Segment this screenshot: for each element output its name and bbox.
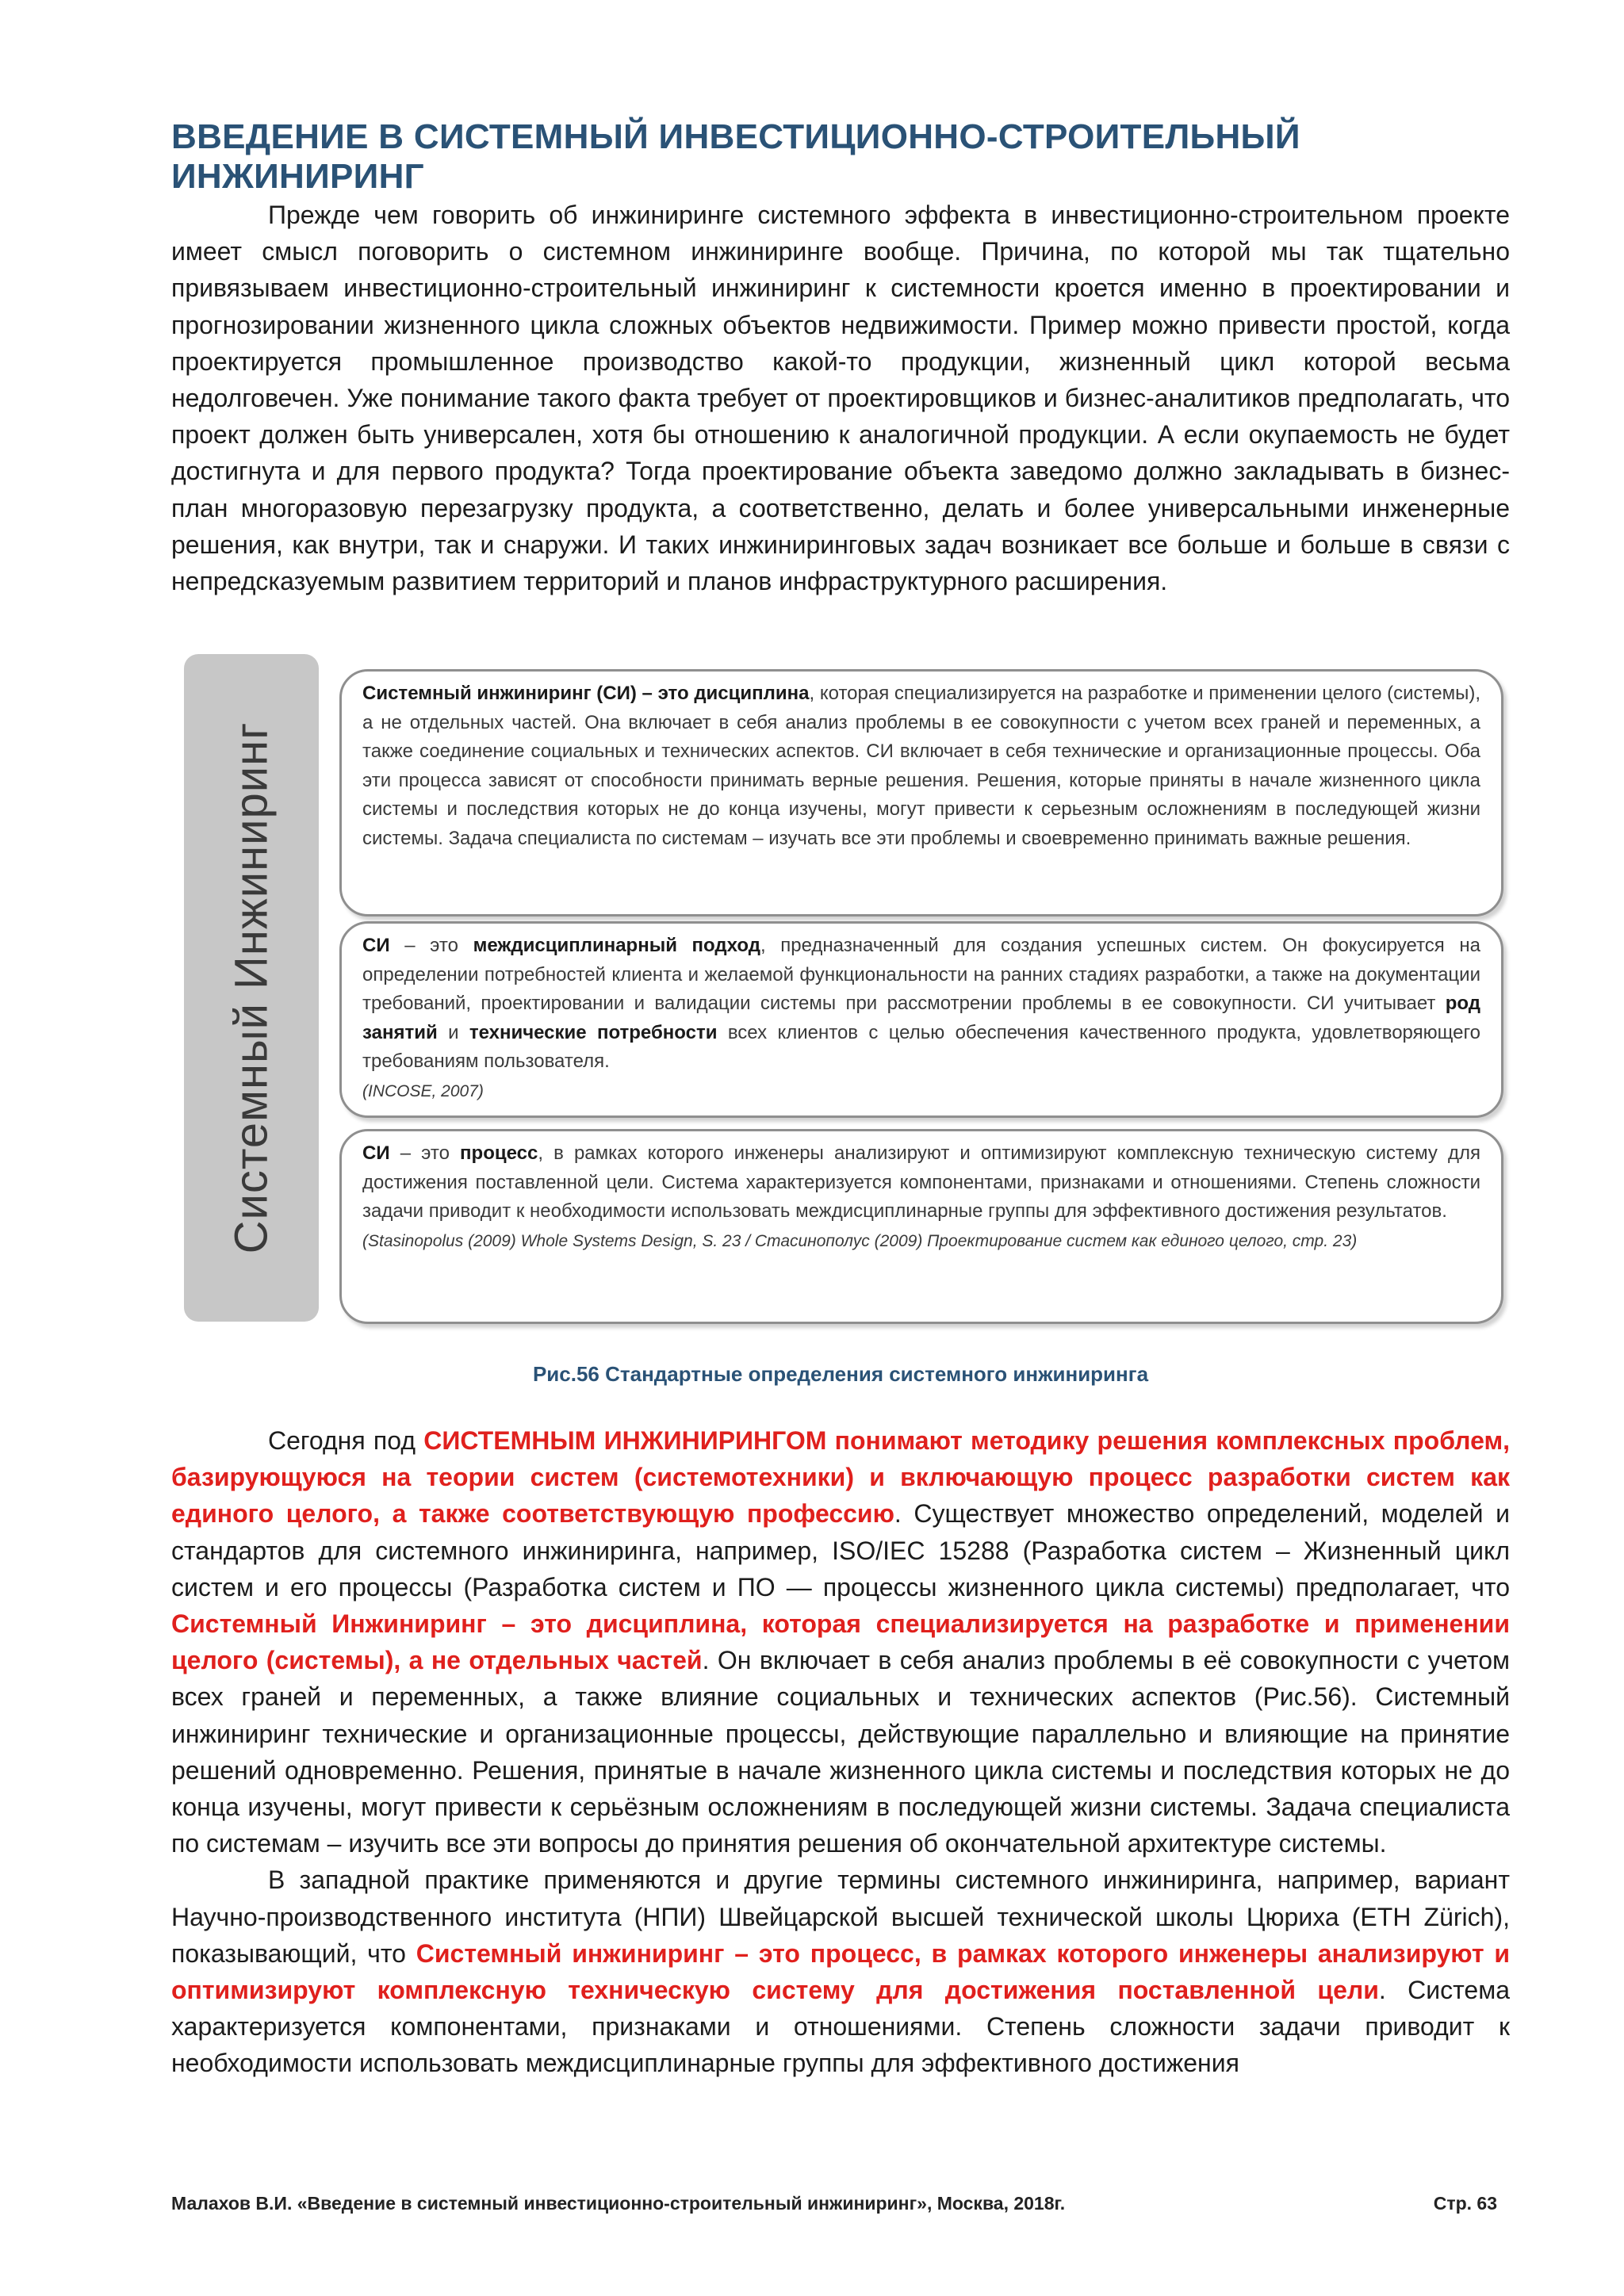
box3-lead: СИ <box>362 1142 390 1164</box>
box2-text3: и <box>437 1021 469 1043</box>
p2-text-3: . Он включает в себя анализ проблемы в её совокупности с учетом всех граней и переменных, а также влияние социальных и технических аспектов (Рис.56). Системный инжиниринг технические и организационные процессы, действующие параллельно и влияющие на принятие решений одновременно. Решения, принятые в начале жизненного цикла системы и последствия которых не до конца изучены, могут привести к серьёзным осложнениям в последующей жизни системы. Задача специалиста по системам – изучить все эти вопросы до принятия решения об окончательной архитектуре системы. <box>171 1646 1511 1858</box>
box2-lead: СИ <box>362 935 390 956</box>
page-title: ВВЕДЕНИЕ В СИСТЕМНЫЙ ИНВЕСТИЦИОННО-СТРОИТЕЛЬНЫЙ ИНЖИНИРИНГ <box>171 117 1300 196</box>
figure-sidebar <box>184 654 319 1322</box>
figure-sidebar-label: Системный Инжиниринг <box>225 721 278 1254</box>
box3-text2: , в рамках которого инженеры анализируют и оптимизируют комплексную техническую систему для достижения поставленной цели. Система характеризуется компонентами, признаками и отношениями. Степень сложности задачи приводит к необходимости использовать междисциплинарные группы для эффективного достижения результатов. <box>362 1142 1480 1222</box>
figure-56 <box>184 650 1516 1332</box>
p2-text-2: . Существует множество определений, моделей и стандартов для системного инжиниринга, например, ISO/IEC 15288 (Разработка систем – Жизненный цикл систем и его процессы (Разработка систем и ПО — процессы жизненного цикла системы) предполагает, что <box>171 1499 1511 1601</box>
definition-box-2 <box>339 921 1503 1118</box>
page-number: Стр. 63 <box>1433 2193 1497 2214</box>
main-section <box>171 1422 1510 2082</box>
box1-lead: Системный инжиниринг (СИ) – это дисциплина <box>362 683 810 704</box>
box2-bold2: род занятий <box>362 993 1480 1043</box>
box2-bold1: междисциплинарный подход <box>473 935 760 956</box>
p2-highlight-2: Системный Инжиниринг – это дисциплина, которая специализируется на разработке и применении целого (системы), а не отдельных частей <box>171 1609 1510 1675</box>
definition-box-1 <box>339 669 1503 916</box>
definition-box-3 <box>339 1129 1503 1324</box>
paragraph-2 <box>171 1422 1510 1862</box>
box3-text1: – это <box>389 1142 461 1164</box>
box2-source: (INCOSE, 2007) <box>362 1081 484 1100</box>
p3-highlight-1: Системный инжиниринг – это процесс, в рамках которого инженеры анализируют и оптимизируют комплексную техническую систему для достижения поставленной цели <box>171 1938 1511 2005</box>
box2-bold3: технические потребности <box>469 1021 718 1043</box>
p3-text-1: В западной практике применяются и другие термины системного инжиниринга, например, вариант Научно-производственного института (НПИ) Швейцарской высшей технической школы Цюриха (ETH Zürich), показывающий, что <box>171 1866 1510 1968</box>
figure-caption: Рис.56 Стандартные определения системного инжиниринга <box>532 1362 1149 1386</box>
box2-text4: всех клиентов с целью обеспечения качественного продукта, удовлетворяющего требованиям пользователя. <box>362 1021 1481 1072</box>
footer-citation: Малахов В.И. «Введение в системный инвестиционно-строительный инжиниринг», Москва, 2018г. <box>171 2193 1066 2214</box>
box3-source: (Stasinopolus (2009) Whole Systems Design, S. 23 / Стасинополус (2009) Проектирование систем как единого целого, стр. 23) <box>362 1231 1358 1250</box>
p2-text-1: Сегодня под <box>268 1426 424 1455</box>
box1-text: , которая специализируется на разработке и применении целого (системы), а не отдельных частей. Она включает в себя анализ проблемы в ее совокупности с учетом всех граней и переменных, а также соединение социальных и технических аспектов. СИ включает в себя технические и организационные процессы. Оба эти процесса зависят от способности принимать верные решения. Решения, которые приняты в начале жизненного цикла системы и последствия которых не до конца изучены, могут привести к серьезным осложнениям в последующей жизни системы. Задача специалиста по системам – изучать все эти проблемы и своевременно принимать важные решения. <box>362 683 1480 849</box>
p3-text-2: . Система характеризуется компонентами, признаками и отношениями. Степень сложности задачи приводит к необходимости использовать междисциплинарные группы для эффективного достижения <box>171 1976 1511 2078</box>
box2-text1: – это <box>389 935 473 956</box>
p2-highlight-1: СИСТЕМНЫМ ИНЖИНИРИНГОМ понимают методику решения комплексных проблем, базирующуюся на теории систем (системотехники) и включающую процесс разработки систем как единого целого, а также соответствующую профессию <box>171 1426 1511 1529</box>
box2-text2: , предназначенный для создания успешных систем. Он фокусируется на определении потребностей клиента и желаемой функциональности на ранних стадиях разработки, а также на документации требований, проектировании и валидации системы при рассмотрении проблемы в ее совокупности. СИ учитывает <box>362 935 1480 1014</box>
paragraph-3 <box>171 1862 1510 2081</box>
intro-paragraph: Прежде чем говорить об инжиниринге системного эффекта в инвестиционно-строительном проекте имеет смысл поговорить о системном инжиниринге вообще. Причина, по которой мы так тщательно привязываем инвестиционно-строительный инжиниринг к системности кроется именно в проектировании и прогнозировании жизненного цикла сложных объектов недвижимости. Пример можно привести простой, когда проектируется промышленное производство какой-то продукции, жизненный цикл которой весьма недолговечен. Уже понимание такого факта требует от проектировщиков и бизнес-аналитиков предполагать, что проект должен быть универсален, хотя бы отношению к аналогичной продукции. А если окупаемость не будет достигнута и для первого продукта? Тогда проектирование объекта заведомо должно закладывать в бизнес-план многоразовую перезагрузку продукта, а соответственно, делать и более универсальными инженерные решения, как внутри, так и снаружи. И таких инжиниринговых задач возникает все больше и больше в связи с непредсказуемым развитием территорий и планов инфраструктурного расширения. <box>171 201 1510 596</box>
intro-section <box>171 197 1510 599</box>
box3-bold1: процесс <box>460 1142 538 1164</box>
